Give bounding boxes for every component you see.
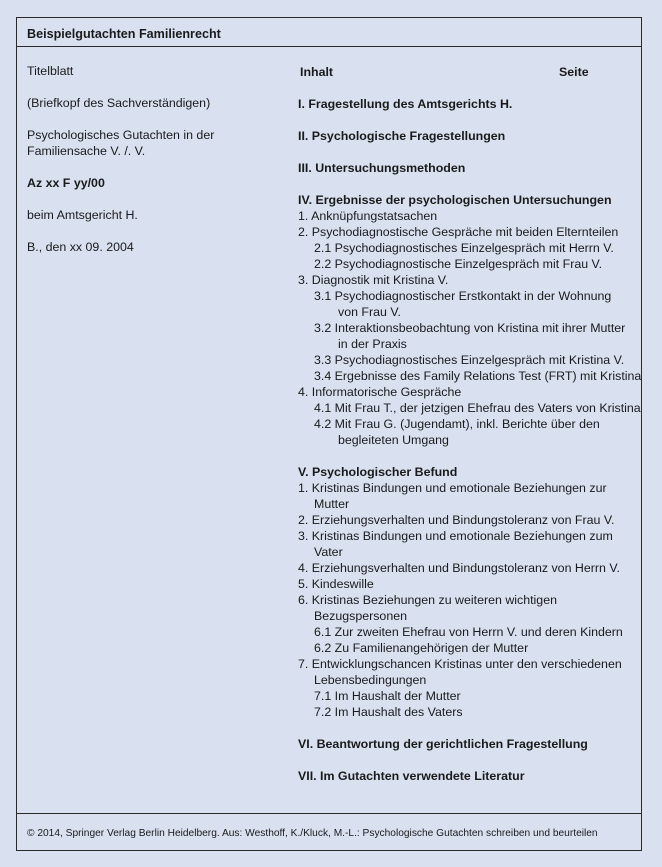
toc-subitem: 2.2 Psychodiagnostische Einzelgespräch mit Frau V. (314, 257, 603, 271)
toc-item: 2. Erziehungsverhalten und Bindungstoleranz von Frau V. (298, 513, 615, 527)
toc-subitem-cont: begleiteten Umgang (338, 433, 449, 447)
toc-item-cont: Bezugspersonen (314, 609, 407, 623)
toc-subitem: 3.1 Psychodiagnostischer Erstkontakt in der Wohnung (314, 289, 612, 303)
toc-subitem: 7.2 Im Haushalt des Vaters (314, 705, 463, 719)
toc-subitem: 6.2 Zu Familienangehörigen der Mutter (314, 641, 529, 655)
toc-item: 7. Entwicklungschancen Kristinas unter den verschiedenen (298, 657, 622, 671)
toc-item: 1. Anknüpfungstatsachen (298, 209, 438, 223)
toc-subitem: 3.4 Ergebnisse des Family Relations Test (FRT) mit Kristina (314, 369, 642, 383)
footer-divider (17, 813, 641, 814)
toc-item-cont: Mutter (314, 497, 350, 511)
toc-subitem: 3.3 Psychodiagnostisches Einzelgespräch mit Kristina V. (314, 353, 625, 367)
document-title: Beispielgutachten Familienrecht (27, 27, 221, 41)
gutachten-line-2: Familiensache V. /. V. (27, 144, 146, 158)
toc-item: 3. Diagnostik mit Kristina V. (298, 273, 449, 287)
toc-section-1: I. Fragestellung des Amtsgerichts H. (298, 97, 513, 111)
toc-item: 5. Kindeswille (298, 577, 374, 591)
gutachten-line-1: Psychologisches Gutachten in der (27, 128, 215, 142)
document-frame (16, 17, 642, 851)
toc-subitem-cont: in der Praxis (338, 337, 407, 351)
toc-item-cont: Lebensbedingungen (314, 673, 427, 687)
toc-item: 1. Kristinas Bindungen und emotionale Beziehungen zur (298, 481, 607, 495)
toc-item: 4. Erziehungsverhalten und Bindungstoleranz von Herrn V. (298, 561, 620, 575)
amtsgericht-text: beim Amtsgericht H. (27, 208, 138, 222)
toc-subitem: 3.2 Interaktionsbeobachtung von Kristina mit ihrer Mutter (314, 321, 626, 335)
title-divider (17, 46, 641, 47)
toc-section-6: VI. Beantwortung der gerichtlichen Fragestellung (298, 737, 588, 751)
copyright-footer: © 2014, Springer Verlag Berlin Heidelberg. Aus: Westhoff, K./Kluck, M.-L.: Psychologische Gutachten schreiben und beurteilen (27, 828, 598, 839)
toc-subitem: 4.1 Mit Frau T., der jetzigen Ehefrau des Vaters von Kristina (314, 401, 641, 415)
toc-item: 3. Kristinas Bindungen und emotionale Beziehungen zum (298, 529, 613, 543)
toc-item: 6. Kristinas Beziehungen zu weiteren wichtigen (298, 593, 557, 607)
toc-section-3: III. Untersuchungsmethoden (298, 161, 466, 175)
toc-section-4: IV. Ergebnisse der psychologischen Untersuchungen (298, 193, 612, 207)
toc-item: 4. Informatorische Gespräche (298, 385, 462, 399)
toc-header-seite: Seite (559, 65, 589, 79)
toc-subitem: 4.2 Mit Frau G. (Jugendamt), inkl. Berichte über den (314, 417, 600, 431)
toc-item: 2. Psychodiagnostische Gespräche mit beiden Elternteilen (298, 225, 619, 239)
toc-subitem-cont: von Frau V. (338, 305, 401, 319)
toc-subitem: 2.1 Psychodiagnostisches Einzelgespräch mit Herrn V. (314, 241, 614, 255)
toc-item-cont: Vater (314, 545, 343, 559)
toc-subitem: 6.1 Zur zweiten Ehefrau von Herrn V. und deren Kindern (314, 625, 623, 639)
briefkopf-text: (Briefkopf des Sachverständigen) (27, 96, 211, 110)
toc-section-5: V. Psychologischer Befund (298, 465, 458, 479)
titelblatt-label: Titelblatt (27, 64, 74, 78)
toc-section-7: VII. Im Gutachten verwendete Literatur (298, 769, 525, 783)
toc-section-2: II. Psychologische Fragestellungen (298, 129, 506, 143)
aktenzeichen: Az xx F yy/00 (27, 176, 105, 190)
ort-datum: B., den xx 09. 2004 (27, 240, 134, 254)
toc-header-inhalt: Inhalt (300, 65, 334, 79)
toc-subitem: 7.1 Im Haushalt der Mutter (314, 689, 461, 703)
